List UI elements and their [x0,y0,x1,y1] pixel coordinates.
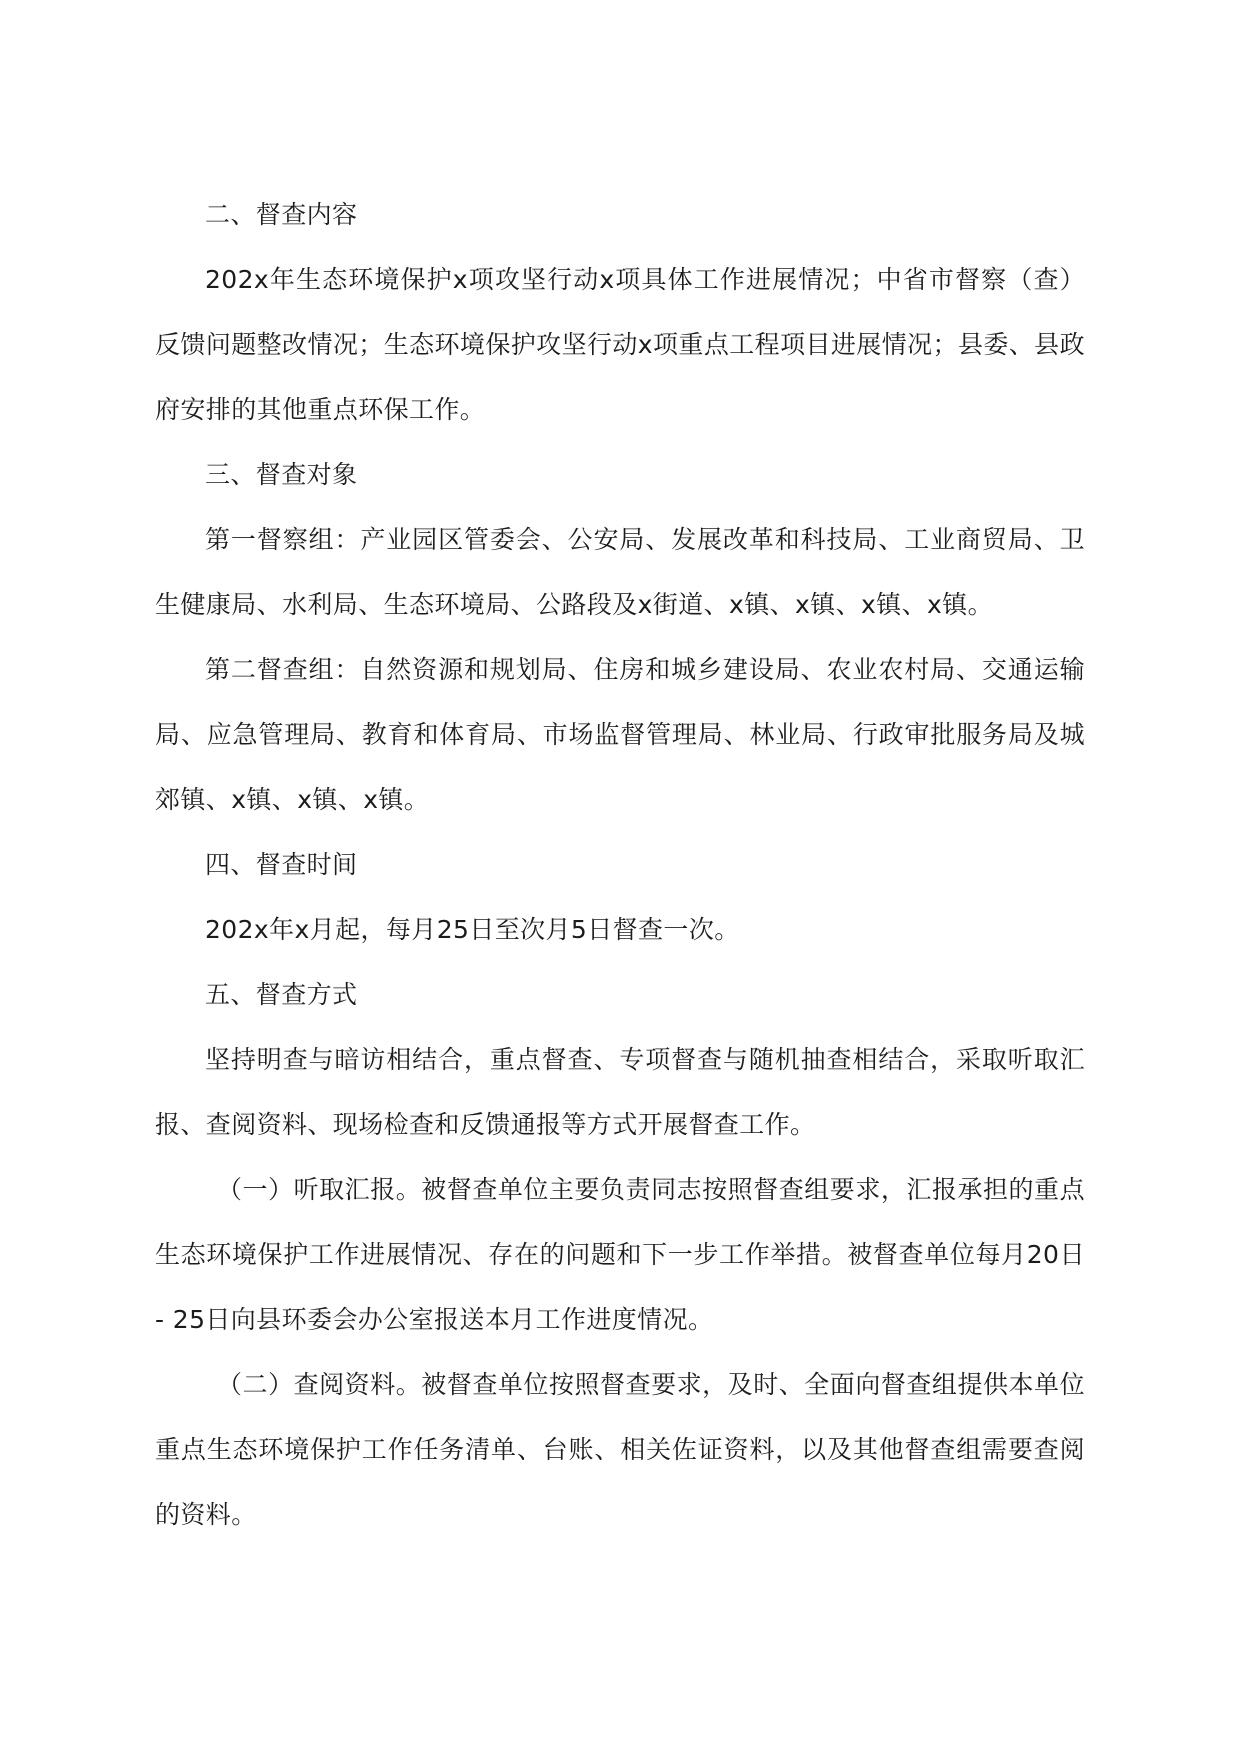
section-heading-inspection-content: 二、督查内容 [205,200,358,229]
section-heading-inspection-targets: 三、督查对象 [205,460,358,489]
paragraph-inspection-time: 202x年x月起，每月25日至次月5日督查一次。 [205,915,740,944]
paragraph-inspection-method: 坚持明查与暗访相结合，重点督查、专项督查与随机抽查相结合，采取听取汇报、查阅资料、现场检查和反馈通报等方式开展督查工作。 [155,1045,1085,1139]
paragraph-review-materials: （二）查阅资料。被督查单位按照督查要求，及时、全面向督查组提供本单位重点生态环境保护工作任务清单、台账、相关佐证资料，以及其他督查组需要查阅的资料。 [155,1370,1085,1529]
section-heading-inspection-method: 五、督查方式 [205,980,358,1009]
paragraph-first-inspection-group: 第一督察组：产业园区管委会、公安局、发展改革和科技局、工业商贸局、卫生健康局、水利局、生态环境局、公路段及x街道、x镇、x镇、x镇、x镇。 [155,525,1085,619]
paragraph-hear-reports: （一）听取汇报。被督查单位主要负责同志按照督查组要求，汇报承担的重点生态环境保护工作进展情况、存在的问题和下一步工作举措。被督查单位每月20日 - 25日向县环委会办公室报送本月工作进度情况。 [155,1175,1085,1334]
document-page [155,182,1085,1547]
section-heading-inspection-time: 四、督查时间 [205,850,358,879]
paragraph-inspection-content: 202x年生态环境保护x项攻坚行动x项具体工作进展情况；中省市督察（查）反馈问题整改情况；生态环境保护攻坚行动x项重点工程项目进展情况；县委、县政府安排的其他重点环保工作。 [155,265,1085,424]
paragraph-second-inspection-group: 第二督查组：自然资源和规划局、住房和城乡建设局、农业农村局、交通运输局、应急管理局、教育和体育局、市场监督管理局、林业局、行政审批服务局及城郊镇、x镇、x镇、x镇。 [155,655,1085,814]
